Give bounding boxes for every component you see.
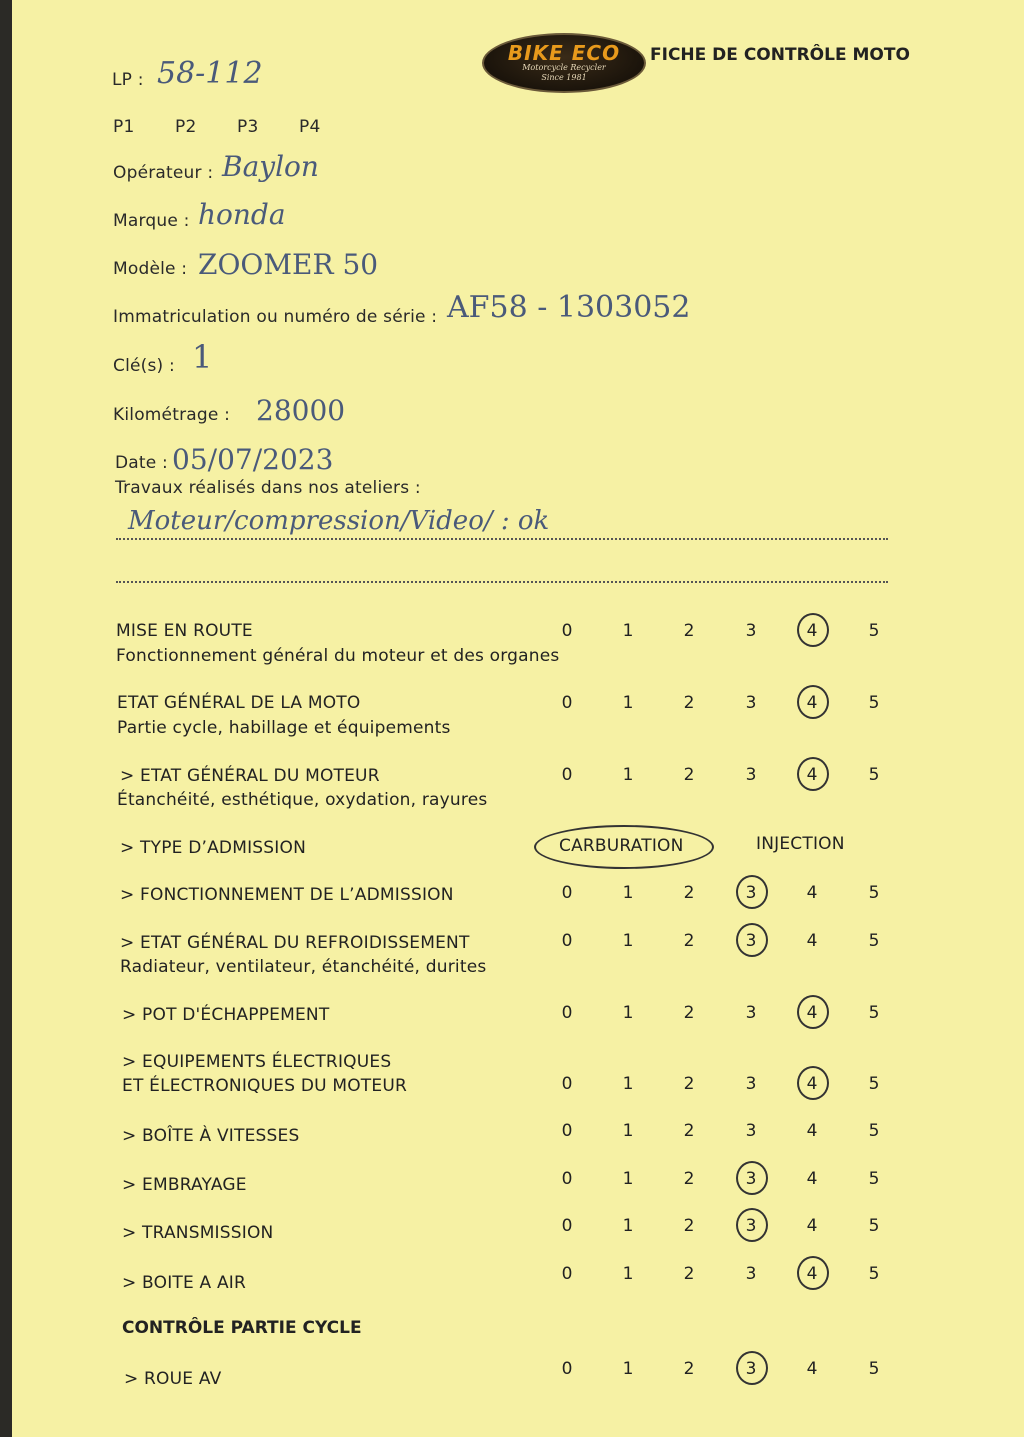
date-value: 05/07/2023	[172, 443, 334, 476]
score-option[interactable]: 0	[561, 765, 573, 785]
position-p3: P3	[237, 117, 259, 137]
score-option[interactable]: 5	[868, 1359, 880, 1379]
score-option[interactable]: 4	[806, 1074, 818, 1094]
score-option[interactable]: 3	[745, 621, 757, 641]
score-option[interactable]: 3	[745, 765, 757, 785]
score-option[interactable]: 0	[561, 1003, 573, 1023]
admission-option-injection: INJECTION	[756, 834, 845, 854]
score-option[interactable]: 3	[745, 931, 757, 951]
score-option[interactable]: 3	[745, 1003, 757, 1023]
score-option[interactable]: 1	[622, 1121, 634, 1141]
score-option[interactable]: 1	[622, 883, 634, 903]
score-option[interactable]: 2	[683, 1074, 695, 1094]
section-title: > BOITE A AIR	[122, 1273, 247, 1293]
travaux-value: Moteur/compression/Video/ : ok	[128, 506, 550, 536]
score-selected-circle	[797, 1256, 829, 1290]
partie-cycle-title: CONTRÔLE PARTIE CYCLE	[122, 1318, 362, 1338]
section-subtitle: Étanchéité, esthétique, oxydation, rayures	[117, 790, 488, 810]
score-option[interactable]: 0	[561, 693, 573, 713]
position-p2: P2	[175, 117, 197, 137]
score-selected-circle	[736, 1208, 768, 1242]
lp-value: 58-112	[157, 56, 263, 91]
section-title: > POT D'ÉCHAPPEMENT	[122, 1005, 330, 1025]
score-option[interactable]: 4	[806, 1121, 818, 1141]
score-option[interactable]: 0	[561, 883, 573, 903]
score-option[interactable]: 5	[868, 621, 880, 641]
score-option[interactable]: 4	[806, 1169, 818, 1189]
score-option[interactable]: 3	[745, 1216, 757, 1236]
cles-label: Clé(s) :	[113, 356, 175, 376]
score-option[interactable]: 2	[683, 1003, 695, 1023]
score-option[interactable]: 4	[806, 931, 818, 951]
score-option[interactable]: 1	[622, 1003, 634, 1023]
travaux-line-2	[116, 581, 888, 583]
score-option[interactable]: 2	[683, 621, 695, 641]
score-selected-circle	[797, 613, 829, 647]
score-option[interactable]: 3	[745, 1359, 757, 1379]
score-option[interactable]: 1	[622, 765, 634, 785]
score-option[interactable]: 5	[868, 765, 880, 785]
score-option[interactable]: 2	[683, 883, 695, 903]
score-selected-circle	[797, 685, 829, 719]
logo-name: BIKE ECO	[507, 41, 621, 65]
score-option[interactable]: 1	[622, 1074, 634, 1094]
control-sheet	[12, 0, 1024, 1437]
immat-label: Immatriculation ou numéro de série :	[113, 307, 438, 327]
score-option[interactable]: 0	[561, 1074, 573, 1094]
score-selected-circle	[736, 923, 768, 957]
section-title: > BOÎTE À VITESSES	[122, 1126, 300, 1146]
travaux-label: Travaux réalisés dans nos ateliers :	[115, 478, 421, 498]
score-option[interactable]: 5	[868, 1074, 880, 1094]
score-option[interactable]: 0	[561, 1359, 573, 1379]
score-selected-circle	[736, 875, 768, 909]
score-option[interactable]: 3	[745, 1169, 757, 1189]
score-option[interactable]: 5	[868, 883, 880, 903]
score-option[interactable]: 4	[806, 883, 818, 903]
score-option[interactable]: 4	[806, 693, 818, 713]
score-selected-circle	[797, 1066, 829, 1100]
section-subtitle: Fonctionnement général du moteur et des organes	[116, 646, 560, 666]
score-option[interactable]: 2	[683, 1216, 695, 1236]
score-option[interactable]: 0	[561, 931, 573, 951]
marque-value: honda	[198, 198, 286, 231]
section-subtitle: Partie cycle, habillage et équipements	[117, 718, 451, 738]
position-p4: P4	[299, 117, 321, 137]
score-option[interactable]: 2	[683, 1264, 695, 1284]
score-option[interactable]: 4	[806, 1003, 818, 1023]
section-title: > ETAT GÉNÉRAL DU MOTEUR	[120, 766, 380, 786]
section-title: > ROUE AV	[124, 1369, 222, 1389]
score-option[interactable]: 1	[622, 1216, 634, 1236]
score-option[interactable]: 0	[561, 1121, 573, 1141]
modele-label: Modèle :	[113, 259, 188, 279]
score-option[interactable]: 5	[868, 1121, 880, 1141]
marque-label: Marque :	[113, 211, 190, 231]
score-option[interactable]: 2	[683, 931, 695, 951]
operateur-value: Baylon	[222, 150, 319, 183]
km-label: Kilométrage :	[113, 405, 231, 425]
section-title: > TRANSMISSION	[122, 1223, 274, 1243]
score-selected-circle	[797, 757, 829, 791]
score-option[interactable]: 3	[745, 883, 757, 903]
score-option[interactable]: 0	[561, 1169, 573, 1189]
score-selected-circle	[736, 1351, 768, 1385]
admission-title: > TYPE D’ADMISSION	[120, 838, 307, 858]
position-p1: P1	[113, 117, 135, 137]
score-option[interactable]: 1	[622, 693, 634, 713]
score-option[interactable]: 0	[561, 1264, 573, 1284]
section-title: > FONCTIONNEMENT DE L’ADMISSION	[120, 885, 454, 905]
score-option[interactable]: 1	[622, 931, 634, 951]
score-option[interactable]: 5	[868, 931, 880, 951]
score-option[interactable]: 5	[868, 1216, 880, 1236]
section-title: > ETAT GÉNÉRAL DU REFROIDISSEMENT	[120, 933, 470, 953]
date-label: Date :	[115, 453, 168, 473]
page-title: FICHE DE CONTRÔLE MOTO	[650, 45, 910, 65]
lp-label: LP :	[112, 70, 144, 90]
score-option[interactable]: 3	[745, 1121, 757, 1141]
km-value: 28000	[256, 394, 346, 427]
cles-value: 1	[192, 338, 213, 376]
section-title: MISE EN ROUTE	[116, 621, 253, 641]
logo-since: Since 1981	[541, 73, 587, 82]
score-option[interactable]: 5	[868, 693, 880, 713]
score-option[interactable]: 5	[868, 1169, 880, 1189]
score-option[interactable]: 2	[683, 1121, 695, 1141]
section-title: ETAT GÉNÉRAL DE LA MOTO	[117, 693, 361, 713]
score-option[interactable]: 3	[745, 1074, 757, 1094]
score-option[interactable]: 2	[683, 693, 695, 713]
immat-value: AF58 - 1303052	[447, 290, 691, 325]
score-option[interactable]: 4	[806, 765, 818, 785]
section-title: > EMBRAYAGE	[122, 1175, 247, 1195]
score-option[interactable]: 3	[745, 693, 757, 713]
score-option[interactable]: 2	[683, 1359, 695, 1379]
bike-eco-logo	[482, 33, 646, 93]
score-option[interactable]: 2	[683, 765, 695, 785]
operateur-label: Opérateur :	[113, 163, 214, 183]
score-option[interactable]: 5	[868, 1264, 880, 1284]
modele-value: ZOOMER 50	[198, 248, 379, 281]
travaux-line-1	[116, 538, 888, 540]
score-option[interactable]: 0	[561, 621, 573, 641]
score-option[interactable]: 4	[806, 1359, 818, 1379]
score-option[interactable]: 4	[806, 621, 818, 641]
score-option[interactable]: 1	[622, 1264, 634, 1284]
score-option[interactable]: 1	[622, 1169, 634, 1189]
score-option[interactable]: 3	[745, 1264, 757, 1284]
score-option[interactable]: 1	[622, 621, 634, 641]
admission-option-carburation: CARBURATION	[559, 836, 684, 856]
score-option[interactable]: 5	[868, 1003, 880, 1023]
score-option[interactable]: 4	[806, 1216, 818, 1236]
score-option[interactable]: 4	[806, 1264, 818, 1284]
score-option[interactable]: 1	[622, 1359, 634, 1379]
section-title: > EQUIPEMENTS ÉLECTRIQUES	[122, 1052, 392, 1072]
score-selected-circle	[736, 1161, 768, 1195]
section-subtitle: ET ÉLECTRONIQUES DU MOTEUR	[122, 1076, 407, 1096]
score-selected-circle	[797, 995, 829, 1029]
score-option[interactable]: 0	[561, 1216, 573, 1236]
section-subtitle: Radiateur, ventilateur, étanchéité, durites	[120, 957, 487, 977]
score-option[interactable]: 2	[683, 1169, 695, 1189]
logo-tagline: Motorcycle Recycler	[522, 63, 606, 72]
